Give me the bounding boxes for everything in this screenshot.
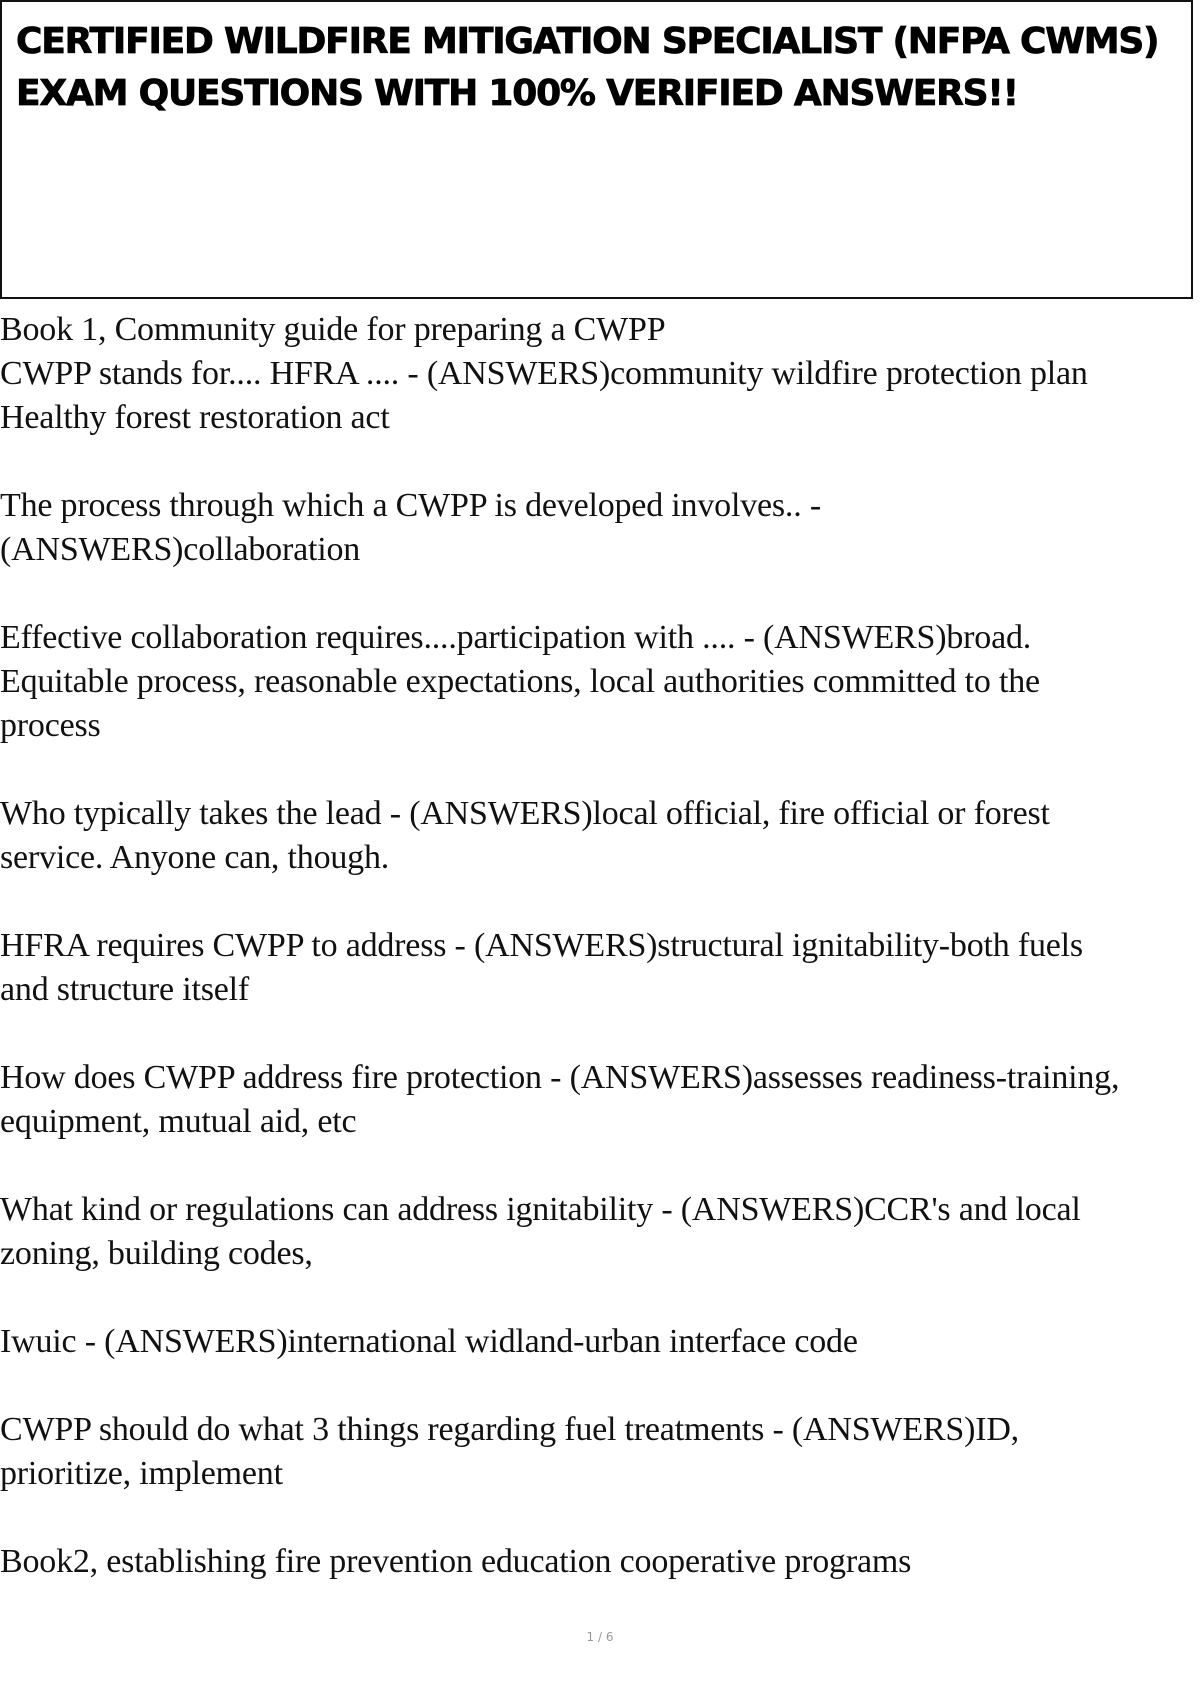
text-line: Book2, establishing fire prevention education cooperative programs — [0, 1543, 912, 1580]
text-line: HFRA requires CWPP to address - (ANSWERS)structural ignitability-both fuels — [0, 927, 1083, 964]
text-line: CWPP stands for.... HFRA .... - (ANSWERS)community wildfire protection plan — [0, 355, 1088, 392]
qa-item — [0, 924, 1195, 1012]
document-title-line-1: CERTIFIED WILDFIRE MITIGATION SPECIALIST (NFPA CWMS) — [16, 21, 1159, 62]
qa-item — [0, 1056, 1195, 1144]
qa-item — [0, 484, 1195, 572]
document-body — [0, 308, 1195, 1628]
document-title-box — [0, 0, 1193, 299]
text-line: Healthy forest restoration act — [0, 399, 390, 436]
qa-item — [0, 616, 1195, 748]
text-line: Effective collaboration requires....participation with .... - (ANSWERS)broad. — [0, 619, 1032, 656]
text-line: How does CWPP address fire protection - (ANSWERS)assesses readiness-training, — [0, 1059, 1120, 1096]
text-line: Who typically takes the lead - (ANSWERS)local official, fire official or forest — [0, 795, 1050, 832]
text-line: The process through which a CWPP is developed involves.. - — [0, 487, 821, 524]
text-line: process — [0, 707, 101, 744]
text-line: Equitable process, reasonable expectations, local authorities committed to the — [0, 663, 1040, 700]
text-line: service. Anyone can, though. — [0, 839, 390, 876]
text-line: equipment, mutual aid, etc — [0, 1103, 357, 1140]
text-line: prioritize, implement — [0, 1455, 283, 1492]
qa-item — [0, 1408, 1195, 1496]
text-line: and structure itself — [0, 971, 250, 1008]
section-heading-book-1 — [0, 308, 1195, 352]
text-line: CWPP should do what 3 things regarding fuel treatments - (ANSWERS)ID, — [0, 1411, 1019, 1448]
text-line: Iwuic - (ANSWERS)international widland-urban interface code — [0, 1323, 858, 1360]
text-line: Book 1, Community guide for preparing a CWPP — [0, 311, 666, 348]
section-heading-book-2 — [0, 1540, 1195, 1584]
qa-item — [0, 792, 1195, 880]
page-indicator: 1 / 6 — [586, 1630, 614, 1644]
qa-item — [0, 1320, 1195, 1364]
text-line: zoning, building codes, — [0, 1235, 313, 1272]
text-line: (ANSWERS)collaboration — [0, 531, 361, 568]
qa-item — [0, 352, 1195, 440]
document-title-line-2: EXAM QUESTIONS WITH 100% VERIFIED ANSWERS!! — [16, 73, 1018, 114]
qa-item — [0, 1188, 1195, 1276]
text-line: What kind or regulations can address ignitability - (ANSWERS)CCR's and local — [0, 1191, 1081, 1228]
